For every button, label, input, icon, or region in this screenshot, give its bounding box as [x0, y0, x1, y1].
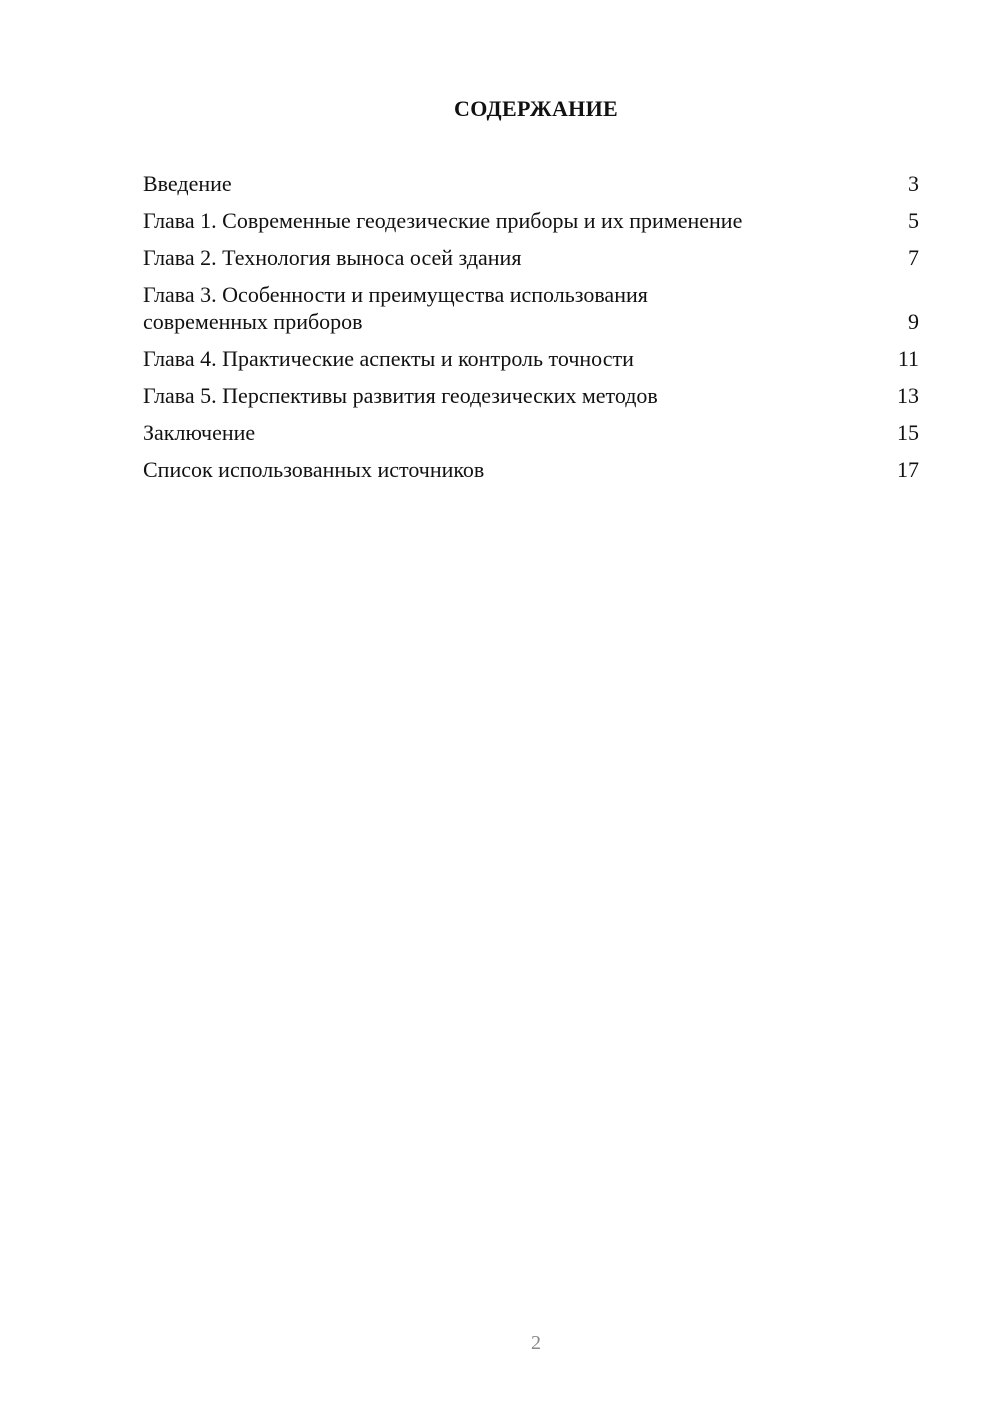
toc-item-label: Глава 5. Перспективы развития геодезических методов: [143, 383, 658, 408]
toc-item-page: 13: [897, 383, 919, 408]
toc-item-page: 3: [908, 171, 919, 196]
page-title: СОДЕРЖАНИЕ: [454, 96, 618, 121]
toc-item-label: Заключение: [143, 420, 256, 445]
toc-item-chapter-5: [143, 382, 919, 409]
toc-item-page: 7: [908, 245, 919, 270]
table-of-contents: [143, 170, 919, 493]
toc-item-references: [143, 456, 919, 483]
toc-item-label: Глава 4. Практические аспекты и контроль точности: [143, 346, 634, 371]
toc-item-label: Глава 3. Особенности и преимущества использования современных приборов: [143, 282, 648, 334]
toc-item-page: 9: [908, 309, 919, 334]
toc-item-conclusion: [143, 419, 919, 446]
page-number: 2: [531, 1332, 541, 1354]
toc-item-chapter-1: [143, 207, 919, 234]
toc-item-chapter-2: [143, 244, 919, 271]
toc-item-page: 5: [908, 208, 919, 233]
toc-item-introduction: [143, 170, 919, 197]
toc-item-page: 15: [897, 420, 919, 445]
toc-item-page: 17: [897, 457, 919, 482]
toc-item-label: Список использованных источников: [143, 457, 485, 482]
toc-item-chapter-4: [143, 345, 919, 372]
toc-item-label: Глава 1. Современные геодезические приборы и их применение: [143, 208, 743, 233]
toc-item-page: 11: [897, 346, 919, 371]
toc-item-label: Глава 2. Технология выноса осей здания: [143, 245, 522, 270]
toc-item-chapter-3: [143, 281, 919, 335]
toc-item-label: Введение: [143, 171, 232, 196]
